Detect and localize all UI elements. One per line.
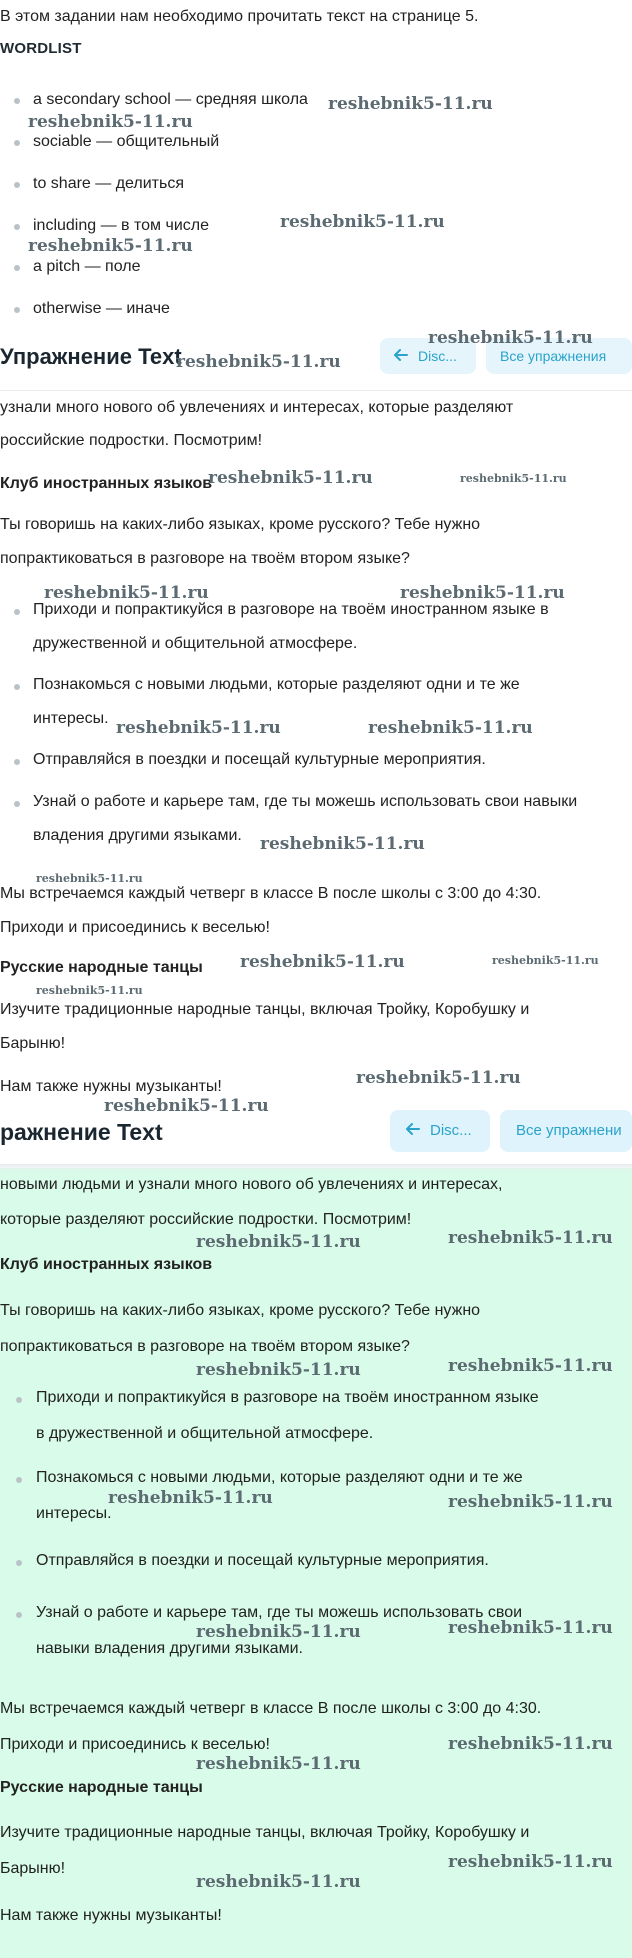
paragraph-line: Изучите традиционные народные танцы, включая Тройку, Коробушку и (0, 1824, 530, 1841)
wordlist-item: otherwise — иначе (33, 300, 170, 317)
paragraph-line: Приходи и присоединись к веселью! (0, 1736, 270, 1753)
wordlist-item: a pitch — поле (33, 258, 141, 275)
watermark: reshebnik5-11.ru (448, 1356, 613, 1376)
watermark: reshebnik5-11.ru (28, 236, 193, 256)
watermark: reshebnik5-11.ru (36, 872, 143, 885)
paragraph-line: Нам также нужны музыканты! (0, 1907, 222, 1924)
paragraph-line: Барыню! (0, 1035, 66, 1052)
paragraph-line: Мы встречаемся каждый четверг в классе B после школы с 3:00 до 4:30. (0, 885, 542, 902)
watermark: reshebnik5-11.ru (448, 1852, 613, 1872)
back-button[interactable] (390, 1110, 490, 1152)
list-item-line: Познакомься с новыми людьми, которые разделяют одни и те же (36, 1469, 523, 1486)
list-item-line: Познакомься с новыми людьми, которые разделяют одни и те же (33, 676, 520, 693)
bullet-dot (14, 759, 20, 765)
wordlist-item: to share — делиться (33, 175, 185, 192)
bullet-dot (16, 1477, 22, 1483)
wordlist-item: a secondary school — средняя школа (33, 91, 308, 108)
bullet-dot (14, 684, 20, 690)
bullet-dot (14, 801, 20, 807)
watermark: reshebnik5-11.ru (368, 718, 533, 738)
all-exercises-button[interactable] (500, 1110, 632, 1152)
bullet-dot (14, 609, 20, 615)
bullet-dot (14, 182, 20, 188)
paragraph-line: Приходи и присоединись к веселью! (0, 919, 270, 936)
watermark: reshebnik5-11.ru (196, 1360, 361, 1380)
watermark: reshebnik5-11.ru (196, 1872, 361, 1892)
paragraph-line: попрактиковаться в разговоре на твоём втором языке? (0, 550, 410, 567)
paragraph-line: которые разделяют российские подростки. Посмотрим! (0, 1211, 412, 1228)
watermark: reshebnik5-11.ru (44, 583, 209, 603)
list-item-line: владения другими языками. (33, 827, 242, 844)
list-item-line: Приходи и попрактикуйся в разговоре на твоём иностранном языке в (33, 601, 549, 618)
paragraph-line: новыми людьми и узнали много нового об увлечениях и интересах, (0, 1176, 503, 1193)
watermark: reshebnik5-11.ru (428, 328, 593, 348)
watermark: reshebnik5-11.ru (492, 954, 599, 967)
watermark: reshebnik5-11.ru (448, 1228, 613, 1248)
intro-text: В этом задании нам необходимо прочитать текст на странице 5. (0, 8, 479, 25)
watermark: reshebnik5-11.ru (108, 1488, 273, 1508)
watermark: reshebnik5-11.ru (104, 1096, 269, 1116)
watermark: reshebnik5-11.ru (28, 112, 193, 132)
paragraph-line: узнали много нового об увлечениях и интересах, которые разделяют (0, 399, 514, 416)
page-title: ражнение Text (0, 1119, 163, 1145)
list-item-line: Узнай о работе и карьере там, где ты можешь использовать свои (36, 1604, 523, 1621)
watermark: reshebnik5-11.ru (328, 94, 493, 114)
watermark: reshebnik5-11.ru (240, 952, 405, 972)
paragraph-line: российские подростки. Посмотрим! (0, 432, 263, 449)
bullet-dot (16, 1612, 22, 1618)
bullet-dot (14, 265, 20, 271)
wordlist-item: sociable — общительный (33, 133, 220, 150)
watermark: reshebnik5-11.ru (400, 583, 565, 603)
header-shadow (0, 1164, 632, 1172)
watermark: reshebnik5-11.ru (280, 212, 445, 232)
section-heading: Клуб иностранных языков (0, 1256, 213, 1273)
paragraph-line: Нам также нужны музыканты! (0, 1078, 222, 1095)
watermark: reshebnik5-11.ru (460, 472, 567, 485)
paragraph-line: попрактиковаться в разговоре на твоём втором языке? (0, 1338, 410, 1355)
all-exercises-label: Все упражнения (500, 348, 607, 364)
list-item-line: Отправляйся в поездки и посещай культурные мероприятия. (36, 1552, 489, 1569)
paragraph-line: Изучите традиционные народные танцы, включая Тройку, Коробушку и (0, 1001, 530, 1018)
arrow-left-icon (406, 1110, 424, 1152)
list-item-line: навыки владения другими языками. (36, 1640, 303, 1657)
watermark: reshebnik5-11.ru (448, 1492, 613, 1512)
paragraph-line: Мы встречаемся каждый четверг в классе B после школы с 3:00 до 4:30. (0, 1700, 542, 1717)
list-item-line: Отправляйся в поездки и посещай культурные мероприятия. (33, 751, 486, 768)
watermark: reshebnik5-11.ru (196, 1622, 361, 1642)
content-section (0, 392, 632, 1168)
page-title: Упражнение Text (0, 344, 182, 369)
list-item-line: дружественной и общительной атмосфере. (33, 635, 358, 652)
list-item-line: Приходи и попрактикуйся в разговоре на твоём иностранном языке (36, 1389, 539, 1406)
section-heading: Клуб иностранных языков (0, 475, 213, 492)
bullet-dot (14, 224, 20, 230)
watermark: reshebnik5-11.ru (36, 984, 143, 997)
watermark: reshebnik5-11.ru (196, 1232, 361, 1252)
section-heading: Русские народные танцы (0, 1779, 203, 1796)
bullet-dot (16, 1397, 22, 1403)
section-heading: Русские народные танцы (0, 959, 203, 976)
watermark: reshebnik5-11.ru (176, 352, 341, 372)
paragraph-line: Барыню! (0, 1860, 66, 1877)
list-item-line: интересы. (36, 1505, 112, 1522)
watermark: reshebnik5-11.ru (448, 1734, 613, 1754)
arrow-left-icon (394, 338, 412, 374)
header-divider (0, 390, 632, 391)
list-item-line: в дружественной и общительной атмосфере. (36, 1425, 374, 1442)
paragraph-line: Ты говоришь на каких-либо языках, кроме русского? Тебе нужно (0, 1302, 481, 1319)
bullet-dot (14, 307, 20, 313)
wordlist-title: WORDLIST (0, 40, 82, 57)
watermark: reshebnik5-11.ru (448, 1618, 613, 1638)
watermark: reshebnik5-11.ru (208, 468, 373, 488)
all-exercises-label: Все упражнени (516, 1122, 622, 1139)
paragraph-line: Ты говоришь на каких-либо языках, кроме русского? Тебе нужно (0, 516, 481, 533)
list-item-line: Узнай о работе и карьере там, где ты можешь использовать свои навыки (33, 793, 578, 810)
wordlist-item: including — в том числе (33, 217, 209, 234)
bullet-dot (14, 98, 20, 104)
watermark: reshebnik5-11.ru (116, 718, 281, 738)
back-button-label: Disc... (430, 1122, 472, 1139)
back-button-label: Disc... (418, 348, 457, 364)
watermark: reshebnik5-11.ru (196, 1754, 361, 1774)
watermark: reshebnik5-11.ru (260, 834, 425, 854)
watermark: reshebnik5-11.ru (356, 1068, 521, 1088)
bullet-dot (16, 1560, 22, 1566)
bullet-dot (14, 140, 20, 146)
list-item-line: интересы. (33, 710, 109, 727)
